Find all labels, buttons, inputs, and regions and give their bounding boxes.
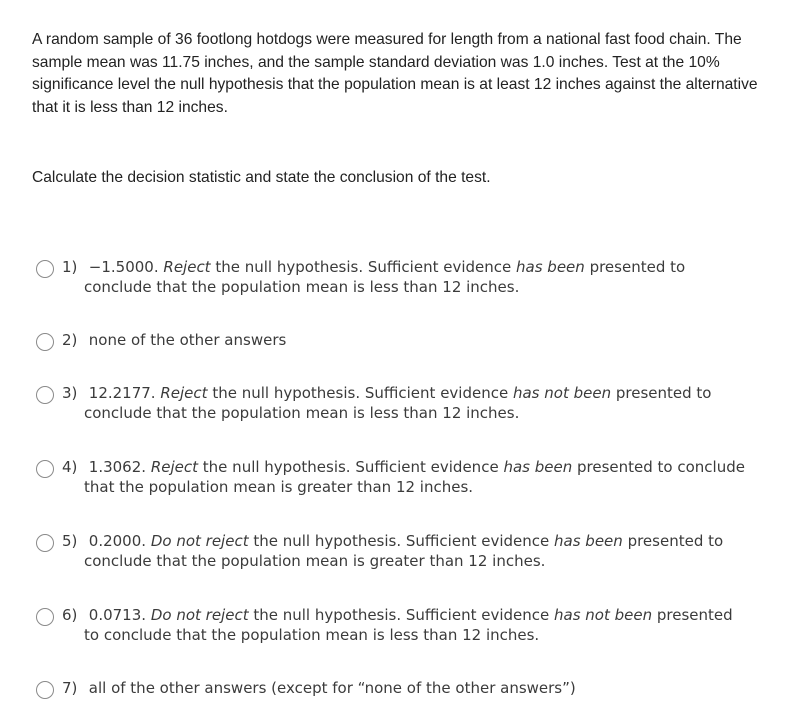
option-evidence: has been: [554, 532, 623, 550]
option-5-text: [62, 531, 762, 571]
option-number: 4): [62, 458, 78, 476]
option-decision: Reject: [163, 258, 211, 276]
radio-button-option-5[interactable]: [36, 534, 54, 552]
option-2-text: [62, 330, 762, 350]
option-line1-end: presented to: [615, 384, 712, 402]
option-mid-text: the null hypothesis. Sufficient evidence: [253, 606, 550, 624]
radio-button-option-7[interactable]: [36, 681, 54, 699]
option-label: all of the other answers (except for “none of the other answers”): [88, 679, 576, 697]
option-value: 12.2177.: [88, 384, 156, 402]
option-evidence: has not been: [554, 606, 653, 624]
option-number: 5): [62, 532, 78, 550]
option-label: none of the other answers: [88, 331, 287, 349]
option-evidence: has been: [503, 458, 573, 476]
radio-button-option-1[interactable]: [36, 260, 54, 278]
option-line2: conclude that the population mean is greater than 12 inches.: [84, 552, 546, 570]
option-value: −1.5000.: [88, 258, 159, 276]
answer-option-4[interactable]: [36, 457, 762, 497]
option-line1-end: presented to conclude: [577, 458, 745, 476]
option-number: 3): [62, 384, 78, 402]
option-number: 6): [62, 606, 78, 624]
option-number: 2): [62, 331, 78, 349]
option-3-text: [62, 383, 762, 423]
option-number: 7): [62, 679, 78, 697]
radio-button-option-4[interactable]: [36, 460, 54, 478]
option-value: 0.0713.: [88, 606, 147, 624]
radio-button-option-6[interactable]: [36, 608, 54, 626]
option-evidence: has been: [516, 258, 585, 276]
option-line2: conclude that the population mean is less than 12 inches.: [84, 278, 520, 296]
option-evidence: has not been: [512, 384, 612, 402]
option-1-text: [62, 257, 762, 297]
option-line2: conclude that the population mean is less than 12 inches.: [84, 404, 520, 422]
answer-option-5[interactable]: [36, 531, 762, 571]
option-6-text: [62, 605, 762, 645]
option-decision: Reject: [150, 458, 199, 476]
question-text: A random sample of 36 footlong hotdogs were measured for length from a national fast food chain. The sample mean was 11.75 inches, and the sample standard deviation was 1.0 inches. Test at the 10% significance level the null hypothesis that the population mean is at least 12 inches against the alternative that it is less than 12 inches.: [32, 31, 758, 117]
option-value: 0.2000.: [88, 532, 147, 550]
radio-button-option-2[interactable]: [36, 333, 54, 351]
option-mid-text: the null hypothesis. Sufficient evidence: [212, 384, 509, 402]
option-line1-end: presented: [656, 606, 733, 624]
option-mid-text: the null hypothesis. Sufficient evidence: [253, 532, 550, 550]
option-line1-end: presented to: [589, 258, 686, 276]
option-line2: to conclude that the population mean is less than 12 inches.: [84, 626, 540, 644]
answer-option-6[interactable]: [36, 605, 762, 645]
option-number: 1): [62, 258, 78, 276]
answer-option-2[interactable]: [36, 330, 762, 351]
option-decision: Do not reject: [150, 532, 249, 550]
option-mid-text: the null hypothesis. Sufficient evidence: [215, 258, 512, 276]
option-4-text: [62, 457, 762, 497]
question-prompt: Calculate the decision statistic and state the conclusion of the test.: [32, 169, 491, 186]
answer-option-3[interactable]: [36, 383, 762, 423]
answer-option-1[interactable]: [36, 257, 762, 297]
option-line1-end: presented to: [627, 532, 724, 550]
answer-option-7[interactable]: [36, 678, 762, 699]
option-line2: that the population mean is greater than 12 inches.: [84, 478, 474, 496]
option-value: 1.3062.: [88, 458, 147, 476]
option-7-text: [62, 678, 762, 698]
radio-button-option-3[interactable]: [36, 386, 54, 404]
option-decision: Reject: [160, 384, 208, 402]
option-decision: Do not reject: [150, 606, 249, 624]
option-mid-text: the null hypothesis. Sufficient evidence: [202, 458, 499, 476]
